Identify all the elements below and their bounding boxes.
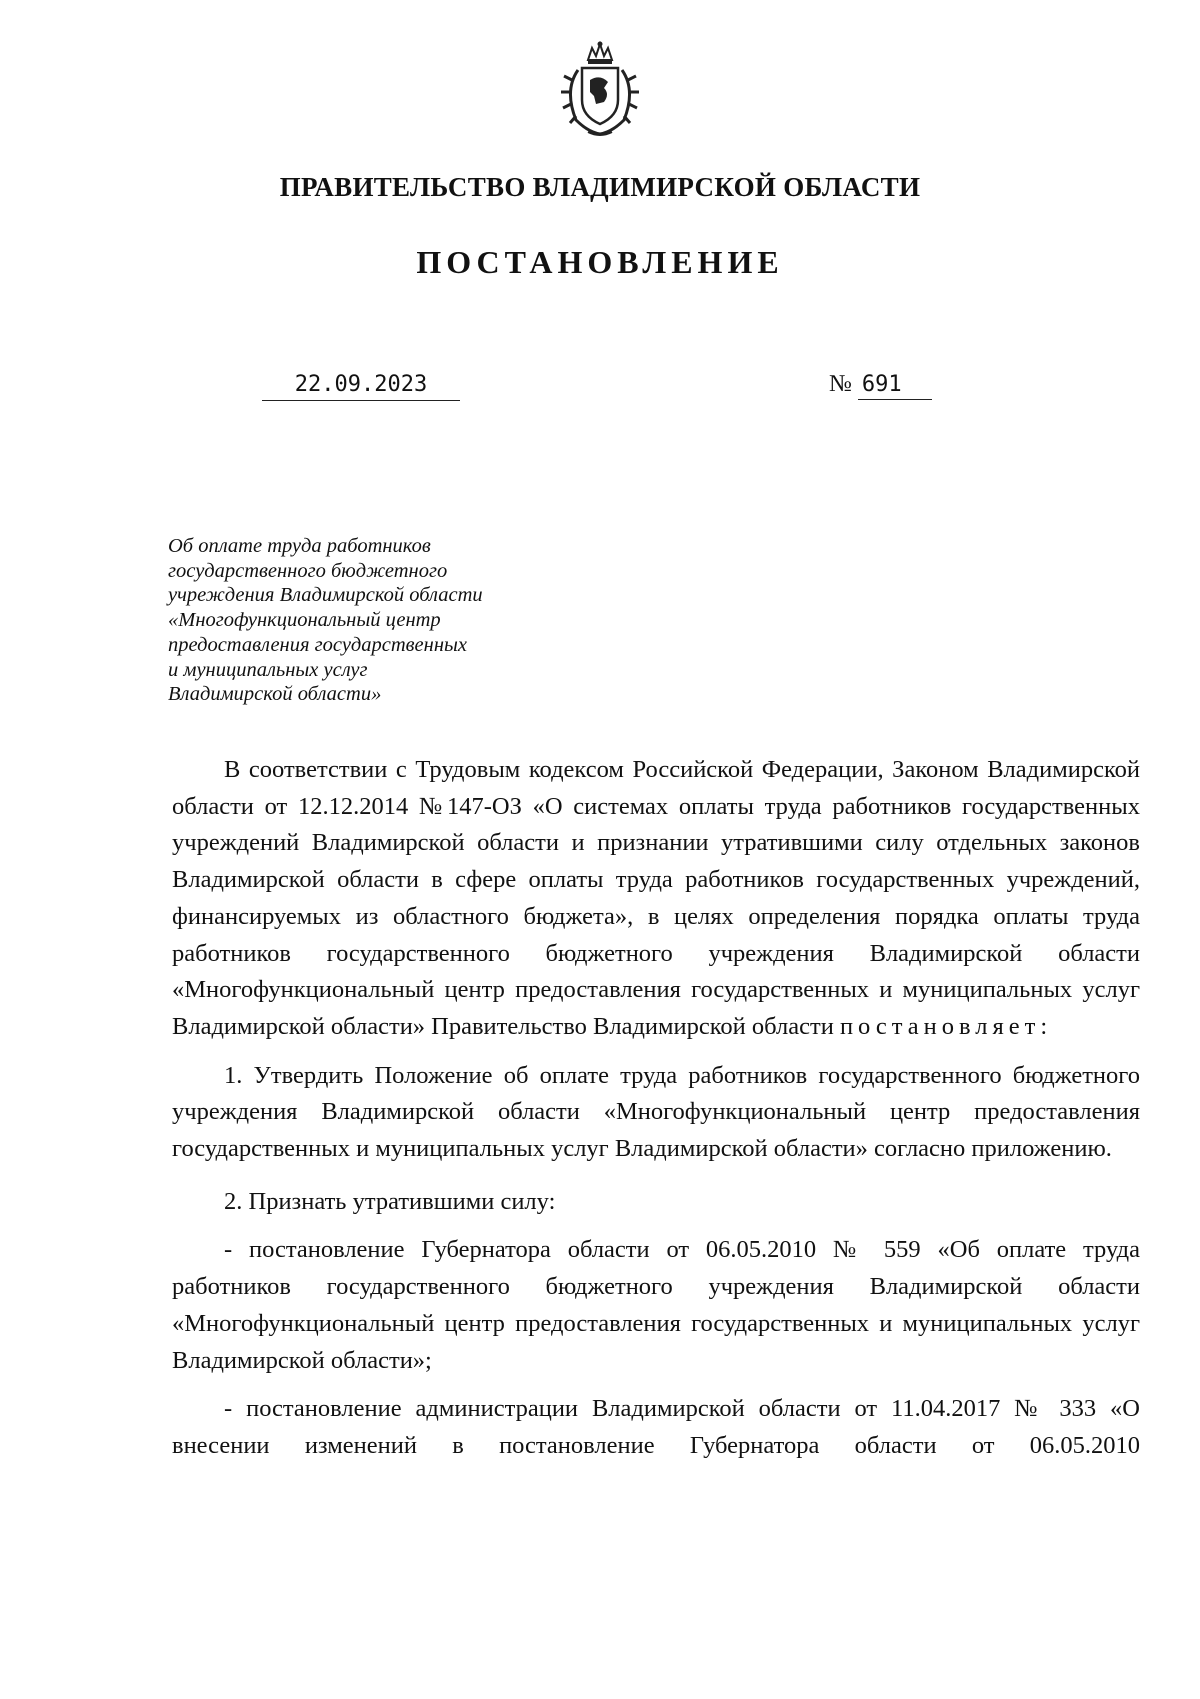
subject-line: учреждения Владимирской области	[168, 584, 483, 607]
preamble-paragraph	[172, 752, 1140, 1046]
subject-line: Об оплате труда работников	[168, 535, 431, 557]
decree-word: постановляет:	[839, 1012, 1053, 1040]
subject-line: государственного бюджетного	[168, 559, 448, 582]
subject-line: Владимирской области»	[168, 683, 382, 706]
item-1-paragraph: 1. Утвердить Положение об оплате труда работников государственного бюджетного учреждения Владимирской области «Многофункциональный центр предоставления государственных и муниципальных услуг Владимирской области» согласно приложению.	[172, 1061, 1140, 1163]
item-2b-paragraph: - постановление администрации Владимирской области от 11.04.2017 № 333 «О внесении изменений в постановление Губернатора области от 06.05.2010	[172, 1395, 1140, 1459]
item-2a-paragraph: - постановление Губернатора области от 06.05.2010 № 559 «Об оплате труда работников государственного бюджетного учреждения Владимирской области «Многофункциональный центр предоставления государственных и муниципальных услуг Владимирской области»;	[172, 1236, 1140, 1374]
document-number-value: 691	[858, 371, 932, 400]
organization-title: ПРАВИТЕЛЬСТВО ВЛАДИМИРСКОЙ ОБЛАСТИ	[279, 172, 921, 202]
subject-line: и муниципальных услуг	[168, 658, 368, 681]
document-number	[829, 370, 932, 400]
item-2-paragraph: 2. Признать утратившими силу:	[224, 1187, 556, 1215]
number-sign: №	[829, 371, 852, 397]
document-subject	[168, 534, 568, 707]
subject-line: «Многофункциональный центр	[168, 609, 441, 632]
subject-line: предоставления государственных	[168, 633, 467, 656]
preamble-text: В соответствии с Трудовым кодексом Российской Федерации, Законом Владимирской области от 12.12.2014 №147-ОЗ «О системах оплаты труда работников государственных учреждений Владимирской области и признании утратившими силу отдельных законов Владимирской области в сфере оплаты труда работников государственных учреждений, финансируемых из областного бюджета», в целях определения порядка оплаты труда работников государственного бюджетного учреждения Владимирской области «Многофункциональный центр предоставления государственных и муниципальных услуг Владимирской области» Правительство Владимирской области	[172, 756, 1140, 1040]
document-body	[172, 752, 1140, 1465]
document-type-title: ПОСТАНОВЛЕНИЕ	[416, 244, 784, 280]
coat-of-arms-emblem	[550, 40, 650, 140]
document-date: 22.09.2023	[262, 372, 460, 401]
